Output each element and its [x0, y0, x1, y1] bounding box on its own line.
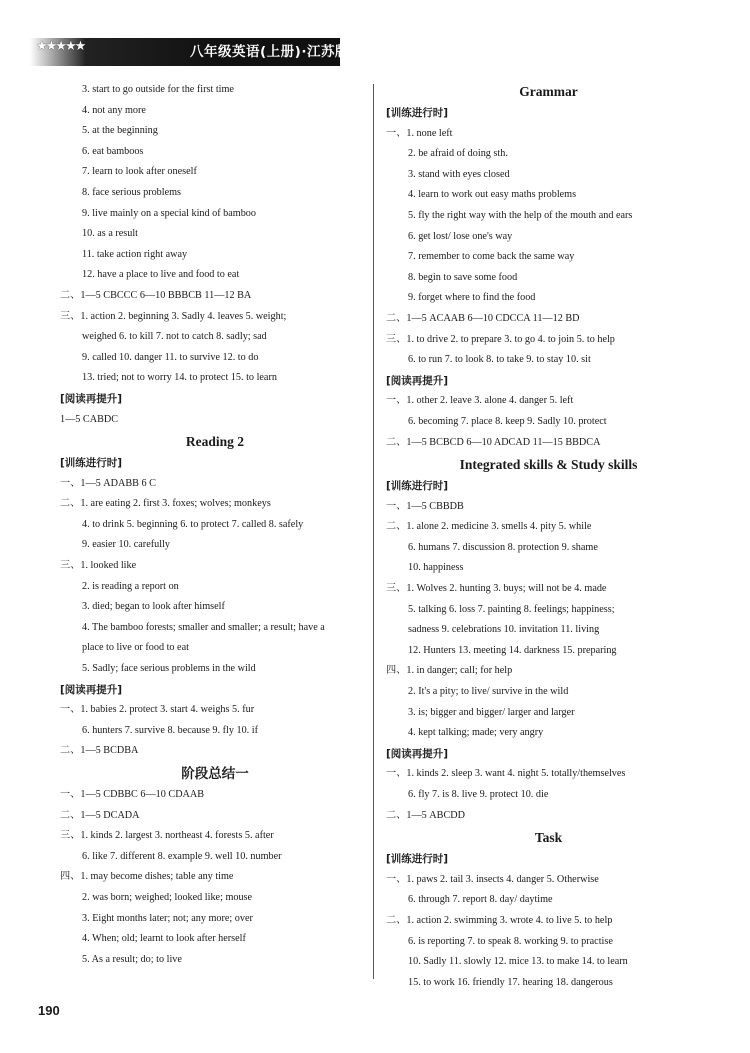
answer-line: 5. fly the right way with the help of the mouth and ears — [408, 209, 633, 221]
subsection-label: [阅读再提升] — [386, 374, 449, 387]
answer-line: 3. stand with eyes closed — [408, 168, 510, 180]
answer-line: sadness 9. celebrations 10. invitation 11. living — [408, 624, 600, 636]
answer-line: 6. like 7. different 8. example 9. well 10. number — [82, 850, 282, 862]
answer-line: 二、1—5 CBCCC 6—10 BBBCB 11—12 BA — [60, 289, 252, 301]
answer-line: 6. fly 7. is 8. live 9. protect 10. die — [408, 789, 549, 800]
answer-line: 6. becoming 7. place 8. keep 9. Sadly 10. protect — [408, 415, 607, 427]
answer-line: 二、1—5 DCADA — [60, 809, 140, 821]
stars-decoration-icon: ★★★★★ — [36, 38, 85, 53]
answer-line: 二、1—5 BCDBA — [60, 745, 139, 757]
answer-line: place to live or food to eat — [82, 642, 189, 654]
section-heading: Reading 2 — [185, 434, 245, 450]
page-number: 190 — [38, 1003, 60, 1018]
answer-line: 2. is reading a report on — [82, 580, 179, 592]
answer-line: 9. forget where to find the food — [408, 292, 536, 304]
subsection-label: [阅读再提升] — [60, 392, 123, 405]
subsection-label: [训练进行时] — [386, 853, 449, 866]
answer-line: 三、1. kinds 2. largest 3. northeast 4. forests 5. after — [60, 830, 274, 842]
subsection-label: [训练进行时] — [386, 480, 449, 493]
subsection-label: [训练进行时] — [386, 107, 449, 119]
answer-line: 4. When; old; learnt to look after herself — [82, 933, 246, 945]
answer-line: 一、1—5 CDBBC 6—10 CDAAB — [60, 789, 205, 800]
subsection-label: [阅读再提升] — [60, 683, 123, 696]
answer-line: 6. eat bamboos — [82, 145, 144, 157]
answer-line: 6. to run 7. to look 8. to take 9. to stay 10. sit — [408, 354, 591, 366]
answer-line: 二、1. are eating 2. first 3. foxes; wolves; monkeys — [60, 498, 271, 510]
answer-line: 6. hunters 7. survive 8. because 9. fly 10. if — [82, 724, 258, 736]
answer-line: 9. easier 10. carefully — [82, 539, 170, 551]
answer-line: 5. As a result; do; to live — [82, 953, 182, 965]
answer-line: 三、1. action 2. beginning 3. Sadly 4. leaves 5. weight; — [60, 310, 287, 322]
answer-line: 6. is reporting 7. to speak 8. working 9. to practise — [408, 935, 613, 947]
answer-line: 11. take action right away — [82, 248, 188, 260]
answer-line: 9. live mainly on a special kind of bamboo — [82, 207, 256, 219]
answer-line: 一、1. none left — [386, 127, 453, 139]
answer-line: 1—5 CABDC — [60, 413, 119, 425]
answer-line: 6. get lost/ lose one's way — [408, 230, 513, 242]
answer-line: 15. to work 16. friendly 17. hearing 18. dangerous — [408, 976, 613, 988]
answer-line: 10. Sadly 11. slowly 12. mice 13. to make 14. to learn — [408, 956, 628, 968]
answer-line: 3. Eight months later; not; any more; over — [82, 912, 253, 924]
answer-line: 一、1. kinds 2. sleep 3. want 4. night 5. totally/themselves — [386, 768, 626, 780]
answer-line: 4. The bamboo forests; smaller and smaller; a result; have a — [82, 621, 325, 633]
answer-line: 8. begin to save some food — [408, 271, 518, 283]
answer-line: 7. learn to look after oneself — [82, 166, 197, 178]
answer-line: 12. Hunters 13. meeting 14. darkness 15. preparing — [408, 644, 617, 656]
answer-line: 9. called 10. danger 11. to survive 12. to do — [82, 351, 259, 363]
answer-line: 4. kept talking; made; very angry — [408, 727, 544, 739]
answer-line: 5. Sadly; face serious problems in the wild — [82, 663, 256, 675]
answer-line: 一、1. other 2. leave 3. alone 4. danger 5. left — [386, 395, 574, 407]
section-heading: Grammar — [519, 84, 578, 99]
answer-line: 2. It's a pity; to live/ survive in the wild — [408, 686, 569, 698]
answer-line: 4. learn to work out easy maths problems — [408, 189, 577, 201]
answer-line: 10. happiness — [408, 562, 464, 574]
answer-line: 2. was born; weighed; looked like; mouse — [82, 891, 253, 903]
answer-line: weighed 6. to kill 7. not to catch 8. sadly; sad — [82, 331, 267, 343]
answer-line: 4. to drink 5. beginning 6. to protect 7. called 8. safely — [82, 518, 304, 530]
answer-line: 12. have a place to live and food to eat — [82, 269, 240, 281]
answer-line: 一、1—5 ADABB 6 C — [60, 477, 156, 489]
left-column — [60, 80, 370, 970]
answer-line: 三、1. to drive 2. to prepare 3. to go 4. to join 5. to help — [386, 333, 615, 345]
answer-line: 6. humans 7. discussion 8. protection 9. shame — [408, 541, 598, 553]
answer-line: 3. start to go outside for the first time — [82, 84, 234, 95]
answer-line: 二、1—5 BCBCD 6—10 ADCAD 11—15 BBDCA — [386, 436, 601, 448]
answer-line: 一、1. paws 2. tail 3. insects 4. danger 5. Otherwise — [386, 873, 599, 885]
answer-line: 三、1. looked like — [60, 560, 137, 572]
answer-line: 四、1. in danger; call; for help — [386, 665, 513, 677]
subsection-label: [训练进行时] — [60, 457, 123, 470]
answer-line: 三、1. Wolves 2. hunting 3. buys; will not be 4. made — [386, 583, 607, 595]
answer-line: 13. tried; not to worry 14. to protect 15. to learn — [82, 372, 277, 384]
book-title: 八年级英语(上册)·江苏版 — [190, 44, 349, 60]
column-divider — [373, 84, 374, 979]
answer-line: 二、1—5 ACAAB 6—10 CDCCA 11—12 BD — [386, 312, 580, 324]
answer-line: 二、1—5 ABCDD — [386, 809, 465, 821]
answer-line: 7. remember to come back the same way — [408, 251, 575, 263]
answer-line: 四、1. may become dishes; table any time — [60, 871, 234, 883]
section-heading: Integrated skills & Study skills — [459, 457, 638, 473]
answer-line: 一、1. babies 2. protect 3. start 4. weighs 5. fur — [60, 704, 255, 716]
answer-line: 10. as a result — [82, 228, 139, 240]
answer-line: 5. at the beginning — [82, 125, 158, 137]
answer-line: 8. face serious problems — [82, 186, 182, 198]
section-heading: Task — [534, 830, 563, 846]
answer-line: 一、1—5 CBBDB — [386, 500, 464, 512]
section-heading: 阶段总结一 — [181, 766, 249, 781]
right-column — [386, 80, 711, 993]
answer-line: 3. is; bigger and bigger/ larger and larger — [408, 706, 575, 718]
answer-line: 3. died; began to look after himself — [82, 601, 225, 613]
answer-line: 5. talking 6. loss 7. painting 8. feelings; happiness; — [408, 603, 615, 615]
subsection-label: [阅读再提升] — [386, 747, 449, 760]
answer-line: 2. be afraid of doing sth. — [408, 148, 508, 160]
answer-line: 4. not any more — [82, 104, 146, 116]
answer-line: 二、1. alone 2. medicine 3. smells 4. pity 5. while — [386, 521, 592, 533]
answer-line: 二、1. action 2. swimming 3. wrote 4. to live 5. to help — [386, 914, 613, 926]
answer-line: 6. through 7. report 8. day/ daytime — [408, 894, 553, 906]
